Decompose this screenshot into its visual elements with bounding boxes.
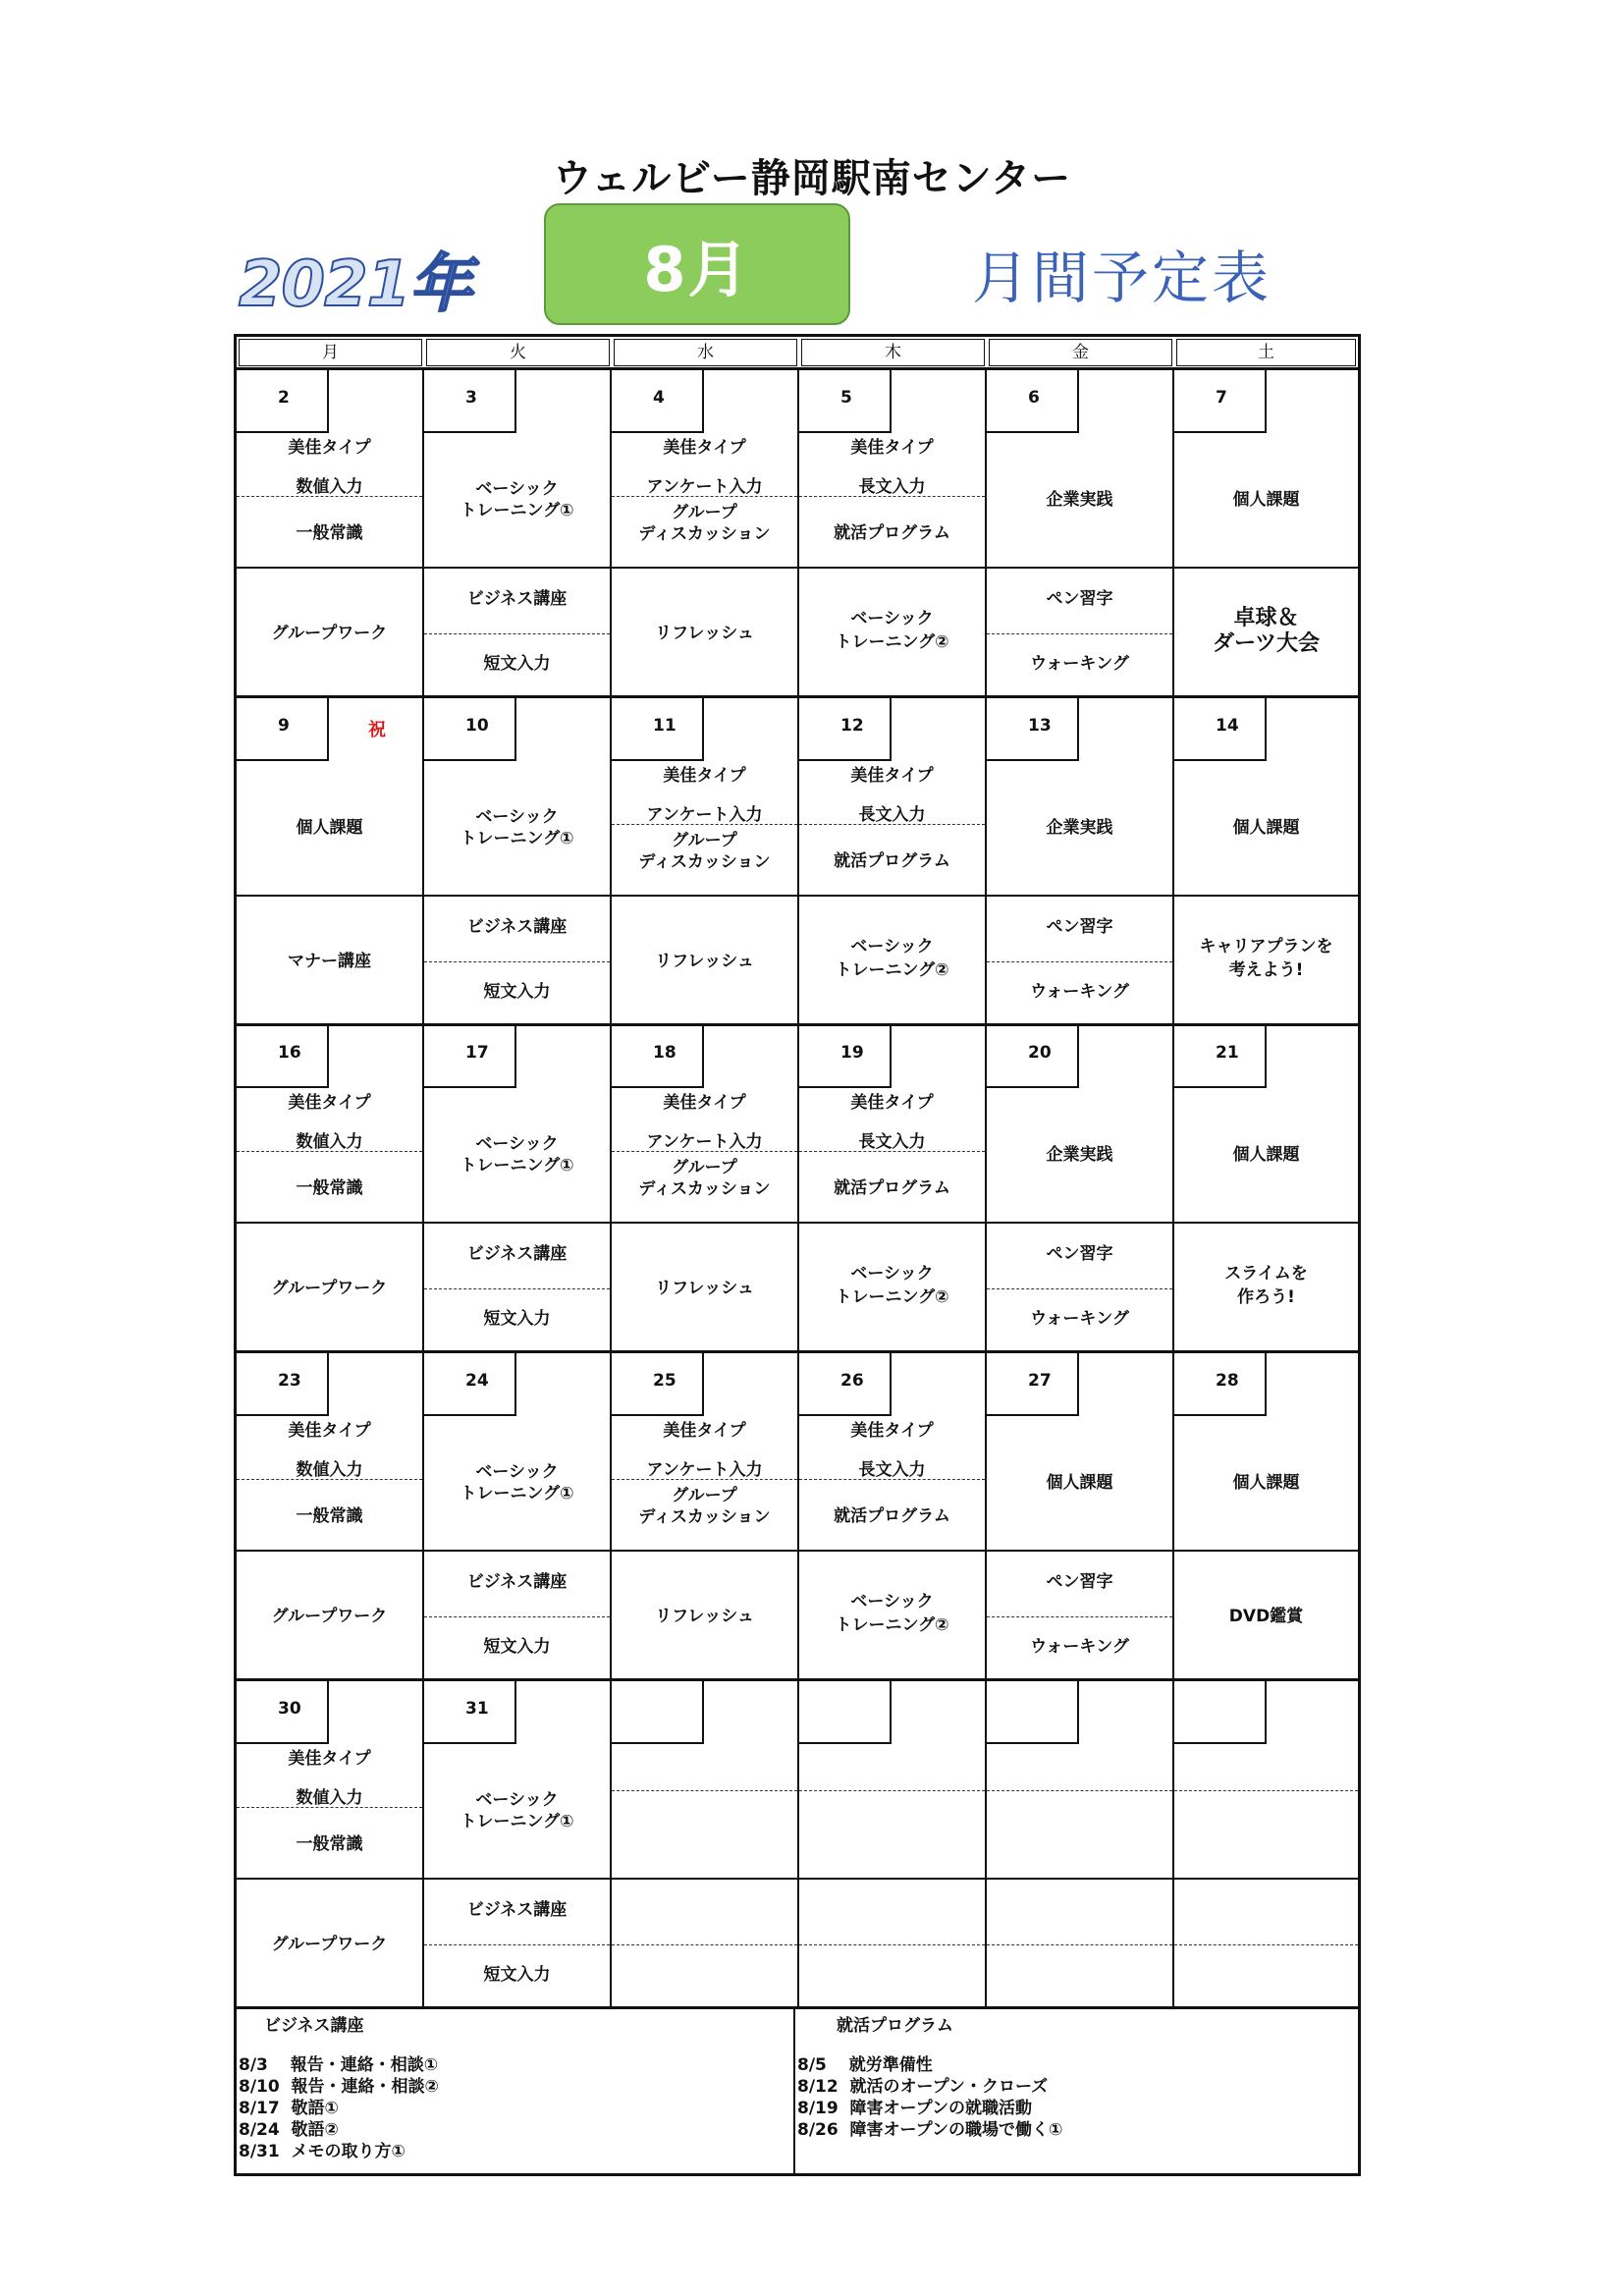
note-item: 8/10 報告・連絡・相談② xyxy=(239,2077,439,2097)
weekday-label: 金 xyxy=(989,339,1172,366)
date-number: 7 xyxy=(1174,370,1267,433)
morning-activity: 個人課題 xyxy=(296,818,363,838)
morning-slot xyxy=(424,1353,610,1550)
morning-activity: 美佳タイプ xyxy=(288,1749,371,1769)
afternoon-slot xyxy=(987,567,1172,698)
holiday-mark: 祝 xyxy=(368,720,386,740)
afternoon-slot xyxy=(424,1222,610,1353)
morning-activity: 美佳タイプ xyxy=(850,1421,934,1441)
afternoon-slot xyxy=(1174,895,1358,1026)
morning-slot xyxy=(987,1681,1172,1878)
day-cell xyxy=(237,1353,424,1678)
afternoon-activity: 短文入力 xyxy=(483,1965,551,1985)
afternoon-activity: グループワーク xyxy=(271,1935,388,1954)
day-cell xyxy=(612,1025,799,1350)
afternoon-activity: トレーニング② xyxy=(835,632,949,652)
divider xyxy=(612,824,797,825)
afternoon-slot xyxy=(987,895,1172,1026)
morning-slot xyxy=(237,370,422,567)
morning-slot xyxy=(987,1353,1172,1550)
date-number: 26 xyxy=(799,1353,892,1416)
date-number: 20 xyxy=(987,1025,1079,1088)
weekday-label: 月 xyxy=(239,339,422,366)
morning-activity: 美佳タイプ xyxy=(663,766,746,786)
date-number: 24 xyxy=(424,1353,516,1416)
afternoon-slot xyxy=(1174,567,1358,698)
divider xyxy=(237,496,422,497)
morning-slot xyxy=(612,370,797,567)
afternoon-activity: ベーシック xyxy=(850,1264,934,1284)
afternoon-slot xyxy=(987,1550,1172,1681)
morning-activity: 企業実践 xyxy=(1046,1145,1113,1165)
afternoon-activity: トレーニング② xyxy=(835,960,949,980)
morning-activity: 数値入力 xyxy=(296,1132,363,1152)
date-number: 16 xyxy=(237,1025,329,1088)
afternoon-activity: ペン習字 xyxy=(1046,1572,1113,1592)
afternoon-activity: グループワーク xyxy=(271,1279,388,1298)
morning-activity: ディスカッション xyxy=(638,1507,771,1527)
morning-activity: 企業実践 xyxy=(1046,818,1113,838)
afternoon-slot xyxy=(799,895,985,1026)
day-cell xyxy=(424,370,612,695)
morning-activity: 美佳タイプ xyxy=(663,1421,746,1441)
morning-slot xyxy=(1174,698,1358,895)
morning-slot xyxy=(612,1681,797,1878)
day-cell xyxy=(987,1681,1174,2006)
afternoon-activity: ビジネス講座 xyxy=(466,1572,568,1592)
morning-activity: アンケート入力 xyxy=(646,805,763,825)
morning-activity: ディスカッション xyxy=(638,852,771,872)
afternoon-activity: リフレッシュ xyxy=(655,1607,754,1626)
day-cell xyxy=(799,370,987,695)
notes-section xyxy=(237,2009,1358,2173)
day-cell xyxy=(612,1681,799,2006)
morning-activity: 数値入力 xyxy=(296,1788,363,1808)
afternoon-activity: グループワーク xyxy=(271,624,388,643)
morning-activity: アンケート入力 xyxy=(646,1132,763,1152)
morning-slot xyxy=(612,1353,797,1550)
business-notes-list xyxy=(239,2054,439,2162)
day-cell xyxy=(987,370,1174,695)
afternoon-slot xyxy=(424,1878,610,2009)
note-item: 8/31 メモの取り方① xyxy=(239,2142,406,2161)
afternoon-activity: 短文入力 xyxy=(483,1637,551,1657)
divider xyxy=(987,1288,1172,1289)
afternoon-slot xyxy=(424,567,610,698)
morning-activity: ベーシック xyxy=(475,1462,559,1482)
afternoon-slot xyxy=(1174,1878,1358,2009)
day-cell xyxy=(612,698,799,1023)
afternoon-slot xyxy=(1174,1222,1358,1353)
date-number: 6 xyxy=(987,370,1079,433)
date-number: 25 xyxy=(612,1353,704,1416)
afternoon-slot xyxy=(424,1550,610,1681)
month-badge: 8月 xyxy=(544,203,850,325)
morning-slot xyxy=(424,1025,610,1222)
divider xyxy=(237,1479,422,1480)
divider xyxy=(424,633,610,634)
afternoon-activity: 短文入力 xyxy=(483,982,551,1002)
day-cell xyxy=(237,370,424,695)
divider xyxy=(987,961,1172,962)
divider xyxy=(612,1790,797,1791)
divider xyxy=(799,824,985,825)
morning-activity: 美佳タイプ xyxy=(288,1421,371,1441)
divider xyxy=(799,496,985,497)
morning-slot xyxy=(799,1681,985,1878)
note-item: 8/26 障害オープンの職場で働く① xyxy=(797,2120,1063,2140)
afternoon-activity: ベーシック xyxy=(850,937,934,957)
morning-activity: 就活プログラム xyxy=(834,1178,950,1198)
morning-activity: 長文入力 xyxy=(858,805,926,825)
morning-activity: アンケート入力 xyxy=(646,1460,763,1480)
note-item: 8/17 敬語① xyxy=(239,2099,339,2118)
morning-activity: ベーシック xyxy=(475,1134,559,1154)
note-item: 8/12 就活のオープン・クローズ xyxy=(797,2077,1049,2097)
weekday-label: 水 xyxy=(614,339,797,366)
morning-activity: グループ xyxy=(672,503,737,522)
afternoon-activity: リフレッシュ xyxy=(655,952,754,971)
afternoon-slot xyxy=(612,1222,797,1353)
afternoon-activity: ビジネス講座 xyxy=(466,1900,568,1920)
afternoon-slot xyxy=(799,567,985,698)
afternoon-activity: 考えよう! xyxy=(1228,960,1304,980)
monthly-calendar xyxy=(234,334,1361,2176)
date-number: 3 xyxy=(424,370,516,433)
morning-activity: ベーシック xyxy=(475,479,559,499)
day-cell xyxy=(424,1681,612,2006)
morning-activity: グループ xyxy=(672,831,737,850)
morning-activity: 美佳タイプ xyxy=(850,1093,934,1113)
date-number: 13 xyxy=(987,698,1079,761)
afternoon-slot xyxy=(237,1878,422,2009)
week-row xyxy=(237,1025,1358,1353)
morning-activity: 数値入力 xyxy=(296,477,363,497)
morning-slot xyxy=(1174,370,1358,567)
divider xyxy=(1174,1944,1358,1945)
center-name: ウェルビー静岡駅南センター xyxy=(552,156,1072,201)
afternoon-slot xyxy=(799,1878,985,2009)
morning-activity: グループ xyxy=(672,1158,737,1177)
date-number: 14 xyxy=(1174,698,1267,761)
week-row xyxy=(237,370,1358,698)
morning-activity: トレーニング① xyxy=(460,501,574,520)
morning-activity: トレーニング① xyxy=(460,1812,574,1831)
divider xyxy=(424,1944,610,1945)
morning-slot xyxy=(612,698,797,895)
divider xyxy=(987,633,1172,634)
note-item: 8/24 敬語② xyxy=(239,2120,339,2140)
afternoon-activity: スライムを xyxy=(1224,1264,1308,1284)
afternoon-activity: ビジネス講座 xyxy=(466,589,568,609)
schedule-title: 月間予定表 xyxy=(972,245,1272,311)
divider xyxy=(237,1151,422,1152)
afternoon-slot xyxy=(987,1878,1172,2009)
business-notes xyxy=(237,2009,795,2173)
date-number: 31 xyxy=(424,1681,516,1744)
morning-activity: 個人課題 xyxy=(1232,818,1300,838)
morning-activity: アンケート入力 xyxy=(646,477,763,497)
afternoon-activity: ウォーキング xyxy=(1030,654,1129,674)
day-cell xyxy=(1174,1025,1358,1350)
afternoon-activity: ウォーキング xyxy=(1030,982,1129,1002)
week-row xyxy=(237,1353,1358,1681)
morning-slot xyxy=(237,1025,422,1222)
afternoon-slot xyxy=(237,567,422,698)
afternoon-activity: ベーシック xyxy=(850,609,934,629)
afternoon-activity: ダーツ大会 xyxy=(1212,631,1321,656)
afternoon-activity: ウォーキング xyxy=(1030,1637,1129,1657)
morning-slot xyxy=(237,1353,422,1550)
morning-slot xyxy=(799,1353,985,1550)
divider xyxy=(424,1288,610,1289)
afternoon-slot xyxy=(1174,1550,1358,1681)
note-item: 8/3 報告・連絡・相談① xyxy=(239,2055,439,2075)
morning-activity: 美佳タイプ xyxy=(850,438,934,458)
day-cell xyxy=(799,698,987,1023)
afternoon-activity: 卓球＆ xyxy=(1233,606,1299,630)
morning-activity: 美佳タイプ xyxy=(288,1093,371,1113)
date-number: 28 xyxy=(1174,1353,1267,1416)
day-cell xyxy=(424,698,612,1023)
morning-activity: 美佳タイプ xyxy=(663,1093,746,1113)
afternoon-activity: 短文入力 xyxy=(483,1309,551,1329)
morning-activity: 就活プログラム xyxy=(834,1506,950,1526)
morning-activity: 一般常識 xyxy=(296,1834,363,1854)
afternoon-activity: キャリアプランを xyxy=(1199,937,1333,957)
divider xyxy=(424,1616,610,1617)
morning-activity: ベーシック xyxy=(475,1790,559,1810)
day-cell xyxy=(237,698,424,1023)
date-number: 2 xyxy=(237,370,329,433)
divider xyxy=(612,1151,797,1152)
date-number: 27 xyxy=(987,1353,1079,1416)
divider xyxy=(1174,1790,1358,1791)
afternoon-activity: トレーニング② xyxy=(835,1287,949,1307)
day-cell xyxy=(799,1353,987,1678)
morning-activity: 個人課題 xyxy=(1232,490,1300,510)
morning-activity: 長文入力 xyxy=(858,1132,926,1152)
date-number: 10 xyxy=(424,698,516,761)
afternoon-activity: ペン習字 xyxy=(1046,917,1113,937)
day-cell xyxy=(987,1353,1174,1678)
divider xyxy=(987,1944,1172,1945)
morning-slot xyxy=(1174,1025,1358,1222)
morning-activity: 就活プログラム xyxy=(834,851,950,871)
note-item: 8/19 障害オープンの就職活動 xyxy=(797,2099,1033,2118)
morning-slot xyxy=(424,1681,610,1878)
morning-slot xyxy=(612,1025,797,1222)
afternoon-activity: 作ろう! xyxy=(1237,1287,1295,1307)
afternoon-activity: トレーニング② xyxy=(835,1615,949,1635)
afternoon-slot xyxy=(424,895,610,1026)
afternoon-activity: 短文入力 xyxy=(483,654,551,674)
morning-slot xyxy=(799,1025,985,1222)
afternoon-slot xyxy=(237,1222,422,1353)
day-cell xyxy=(1174,370,1358,695)
morning-slot xyxy=(424,698,610,895)
afternoon-activity: リフレッシュ xyxy=(655,1279,754,1298)
morning-slot xyxy=(237,1681,422,1878)
date-number: 12 xyxy=(799,698,892,761)
morning-activity: ディスカッション xyxy=(638,1179,771,1199)
day-cell xyxy=(1174,1353,1358,1678)
date-number: 23 xyxy=(237,1353,329,1416)
afternoon-slot xyxy=(987,1222,1172,1353)
day-cell xyxy=(612,1353,799,1678)
afternoon-slot xyxy=(612,567,797,698)
divider xyxy=(612,1479,797,1480)
morning-activity: 美佳タイプ xyxy=(288,438,371,458)
afternoon-activity: ベーシック xyxy=(850,1592,934,1612)
morning-activity: トレーニング① xyxy=(460,829,574,848)
morning-slot xyxy=(1174,1681,1358,1878)
morning-activity: トレーニング① xyxy=(460,1156,574,1175)
afternoon-slot xyxy=(237,1550,422,1681)
day-cell xyxy=(612,370,799,695)
day-cell xyxy=(237,1681,424,2006)
afternoon-slot xyxy=(799,1550,985,1681)
date-number: 9 xyxy=(237,698,329,761)
weekday-label: 土 xyxy=(1176,339,1356,366)
morning-activity: 一般常識 xyxy=(296,523,363,543)
afternoon-activity: ペン習字 xyxy=(1046,589,1113,609)
day-cell xyxy=(1174,698,1358,1023)
divider xyxy=(987,1616,1172,1617)
morning-activity: グループ xyxy=(672,1486,737,1505)
divider xyxy=(799,1151,985,1152)
afternoon-slot xyxy=(612,1878,797,2009)
day-cell xyxy=(799,1025,987,1350)
afternoon-slot xyxy=(799,1222,985,1353)
morning-activity: 長文入力 xyxy=(858,477,926,497)
day-cell xyxy=(424,1353,612,1678)
morning-slot xyxy=(799,698,985,895)
day-cell xyxy=(799,1681,987,2006)
weekday-label: 火 xyxy=(426,339,610,366)
day-cell xyxy=(1174,1681,1358,2006)
divider xyxy=(799,1479,985,1480)
divider xyxy=(424,961,610,962)
afternoon-activity: ビジネス講座 xyxy=(466,1244,568,1264)
afternoon-activity: ウォーキング xyxy=(1030,1309,1129,1329)
afternoon-slot xyxy=(612,895,797,1026)
morning-slot xyxy=(987,370,1172,567)
day-cell xyxy=(424,1025,612,1350)
morning-activity: 一般常識 xyxy=(296,1506,363,1526)
divider xyxy=(612,1944,797,1945)
morning-activity: 企業実践 xyxy=(1046,490,1113,510)
afternoon-activity: リフレッシュ xyxy=(655,624,754,643)
year-label: 2021年 xyxy=(239,248,472,321)
date-number: 21 xyxy=(1174,1025,1267,1088)
day-cell xyxy=(987,1025,1174,1350)
morning-activity: トレーニング① xyxy=(460,1484,574,1503)
afternoon-activity: ビジネス講座 xyxy=(466,917,568,937)
morning-activity: 美佳タイプ xyxy=(850,766,934,786)
afternoon-slot xyxy=(612,1550,797,1681)
morning-activity: 個人課題 xyxy=(1232,1473,1300,1493)
morning-slot xyxy=(1174,1353,1358,1550)
week-row xyxy=(237,698,1358,1026)
business-notes-title: ビジネス講座 xyxy=(264,2016,364,2036)
week-row xyxy=(237,1681,1358,2009)
morning-activity: 美佳タイプ xyxy=(663,438,746,458)
job-notes xyxy=(795,2009,1361,2173)
morning-activity: 長文入力 xyxy=(858,1460,926,1480)
morning-activity: ベーシック xyxy=(475,807,559,827)
afternoon-activity: ペン習字 xyxy=(1046,1244,1113,1264)
morning-activity: 一般常識 xyxy=(296,1178,363,1198)
date-number: 30 xyxy=(237,1681,329,1744)
day-cell xyxy=(987,698,1174,1023)
afternoon-activity: グループワーク xyxy=(271,1607,388,1626)
date-number: 17 xyxy=(424,1025,516,1088)
morning-slot xyxy=(237,698,422,895)
job-notes-title: 就活プログラム xyxy=(837,2016,953,2036)
morning-slot xyxy=(799,370,985,567)
divider xyxy=(799,1944,985,1945)
date-number: 18 xyxy=(612,1025,704,1088)
divider xyxy=(799,1790,985,1791)
morning-activity: 個人課題 xyxy=(1232,1145,1300,1165)
morning-activity: 個人課題 xyxy=(1046,1473,1113,1493)
note-item: 8/5 就労準備性 xyxy=(797,2055,933,2075)
date-number: 4 xyxy=(612,370,704,433)
divider xyxy=(987,1790,1172,1791)
job-notes-list xyxy=(797,2054,1062,2141)
date-number: 11 xyxy=(612,698,704,761)
date-number: 5 xyxy=(799,370,892,433)
morning-slot xyxy=(987,698,1172,895)
weekday-header xyxy=(237,337,1358,370)
afternoon-slot xyxy=(237,895,422,1026)
day-cell xyxy=(237,1025,424,1350)
divider xyxy=(237,1807,422,1808)
morning-slot xyxy=(424,370,610,567)
afternoon-activity: DVD鑑賞 xyxy=(1228,1607,1304,1626)
morning-slot xyxy=(987,1025,1172,1222)
morning-activity: ディスカッション xyxy=(638,524,771,544)
weekday-label: 木 xyxy=(801,339,985,366)
date-number: 19 xyxy=(799,1025,892,1088)
divider xyxy=(612,496,797,497)
afternoon-activity: マナー講座 xyxy=(288,952,371,971)
morning-activity: 数値入力 xyxy=(296,1460,363,1480)
morning-activity: 就活プログラム xyxy=(834,523,950,543)
